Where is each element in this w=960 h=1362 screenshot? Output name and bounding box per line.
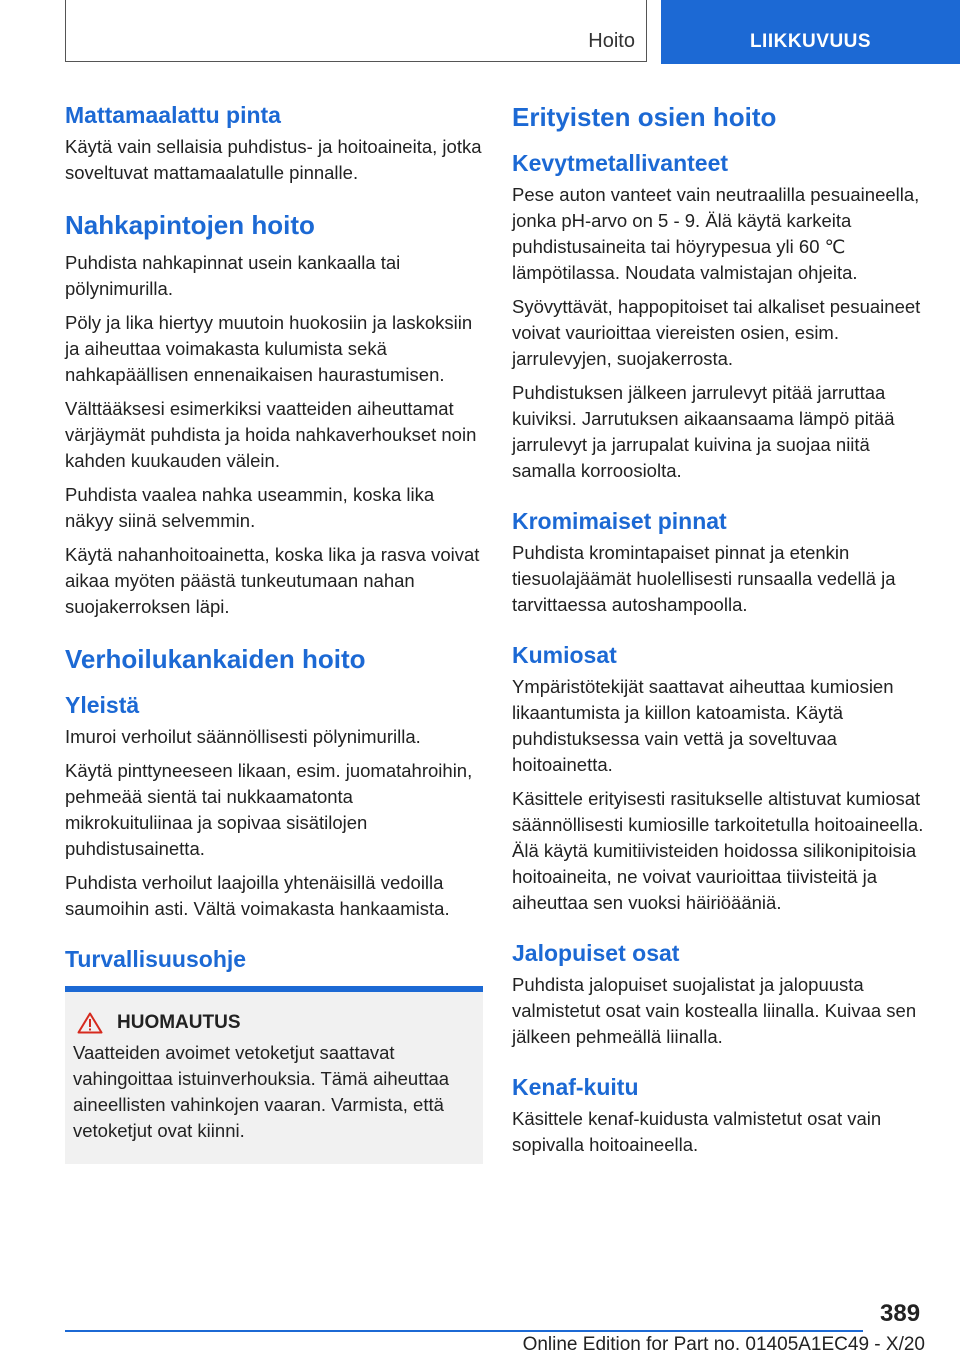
warning-text: Vaatteiden avoimet vetoketjut saattavat vahingoittaa istuinverhouksia. Tämä aiheuttaa aineellisten vahinkojen vaaran. Varmista, että vetoketjut ovat kiinni. bbox=[73, 1042, 450, 1141]
left-column bbox=[65, 100, 483, 1164]
page-number: 389 bbox=[880, 1300, 921, 1327]
paragraph: Syövyttävät, happopitoiset tai alkaliset pesuaineet voivat vaurioittaa viereisten osien, esim. jarrulevyjen, suojakerrosta. bbox=[512, 296, 921, 369]
paragraph: Välttääksesi esimerkiksi vaatteiden aiheuttamat värjäymät puhdista ja hoida nahkaverhoukset noin kahden kuukauden välein. bbox=[65, 398, 477, 471]
heading-rubber-parts: Kumiosat bbox=[512, 642, 617, 668]
heading-chrome-surfaces: Kromimaiset pinnat bbox=[512, 508, 727, 534]
paragraph: Puhdista verhoilut laajoilla yhtenäisillä vedoilla saumoihin asti. Vältä voimakasta hankaamista. bbox=[65, 872, 450, 919]
paragraph: Puhdista nahkapinnat usein kankaalla tai pölynimurilla. bbox=[65, 252, 401, 299]
heading-general: Yleistä bbox=[65, 692, 140, 718]
paragraph: Käsittele erityisesti rasitukselle altistuvat kumiosat säännöllisesti kumiosille tarkoitetulla hoitoaineella. Älä käytä kumitiivisteiden hoidossa silikonipitoisia hoitoaineita, ne voivat vaurioittaa tiivisteitä ja aiheuttaa sen vuoksi häiriöääniä. bbox=[512, 788, 924, 913]
heading-alloy-wheels: Kevytmetallivanteet bbox=[512, 150, 729, 176]
warning-title: HUOMAUTUS bbox=[117, 1012, 241, 1033]
header-chapter-tab: LIIKKUVUUS bbox=[661, 0, 960, 64]
heading-leather-care: Nahkapintojen hoito bbox=[65, 210, 315, 240]
paragraph: Käytä vain sellaisia puhdistus- ja hoitoaineita, jotka soveltuvat mattamaalatulle pinnalle. bbox=[65, 136, 482, 183]
paragraph: Imuroi verhoilut säännöllisesti pölynimurilla. bbox=[65, 726, 421, 747]
header-frame bbox=[65, 0, 647, 62]
warning-box bbox=[65, 992, 483, 1164]
footer-rule bbox=[65, 1330, 863, 1332]
heading-kenaf-fibre: Kenaf-kuitu bbox=[512, 1074, 639, 1100]
paragraph: Puhdista kromintapaiset pinnat ja etenkin tiesuolajäämät huolellisesti runsaalla vedellä ja tarvittaessa autoshampoolla. bbox=[512, 542, 896, 615]
heading-matte-paint: Mattamaalattu pinta bbox=[65, 102, 281, 128]
heading-fine-wood: Jalopuiset osat bbox=[512, 940, 680, 966]
paragraph: Puhdista vaalea nahka useammin, koska lika näkyy siinä selvemmin. bbox=[65, 484, 435, 531]
paragraph: Käytä nahanhoitoainetta, koska lika ja rasva voivat aikaa myöten päästä tunkeutumaan nahan suojakerroksen läpi. bbox=[65, 544, 480, 617]
heading-special-parts: Erityisten osien hoito bbox=[512, 102, 777, 132]
paragraph: Pöly ja lika hiertyy muutoin huokosiin ja laskoksiin ja aiheuttaa voimakasta kulumista sekä nahkapäällisen ennenaikaisen haurastumisen. bbox=[65, 312, 473, 385]
right-column bbox=[512, 100, 930, 1166]
warning-title-row bbox=[73, 1012, 475, 1034]
paragraph: Ympäristötekijät saattavat aiheuttaa kumiosien likaantumista ja kiillon katoamista. Käytä puhdistuksessa vain vettä ja soveltuvaa hoitoainetta. bbox=[512, 676, 894, 775]
paragraph: Puhdistuksen jälkeen jarrulevyt pitää jarruttaa kuiviksi. Jarrutuksen aikaansaama lämpö pitää jarrulevyt ja jarrupalat kuivina ja suojaa niitä samalla korroosiolta. bbox=[512, 382, 895, 481]
heading-safety-note: Turvallisuusohje bbox=[65, 946, 247, 972]
paragraph: Puhdista jalopuiset suojalistat ja jalopuusta valmistetut osat vain kostealla liinalla. Kuivaa sen jälkeen pehmeällä liinalla. bbox=[512, 974, 917, 1047]
footer-edition-text: Online Edition for Part no. 01405A1EC49 - X/20 bbox=[522, 1334, 925, 1355]
paragraph: Käsittele kenaf-kuidusta valmistetut osat vain sopivalla hoitoaineella. bbox=[512, 1108, 882, 1155]
header-section-title: Hoito bbox=[588, 30, 635, 52]
paragraph: Käytä pinttyneeseen likaan, esim. juomatahroihin, pehmeää sientä tai nukkaamatonta mikrokuituliinaa ja sopivaa sisätilojen puhdistusainetta. bbox=[65, 760, 473, 859]
warning-triangle-icon bbox=[77, 1012, 103, 1034]
heading-upholstery-care: Verhoilukankaiden hoito bbox=[65, 644, 366, 674]
paragraph: Pese auton vanteet vain neutraalilla pesuaineella, jonka pH-arvo on 5 - 9. Älä käytä karkeita puhdistusaineita tai höyrypesua yli 60 ℃ lämpötilassa. Noudata valmistajan ohjeita. bbox=[512, 184, 920, 283]
